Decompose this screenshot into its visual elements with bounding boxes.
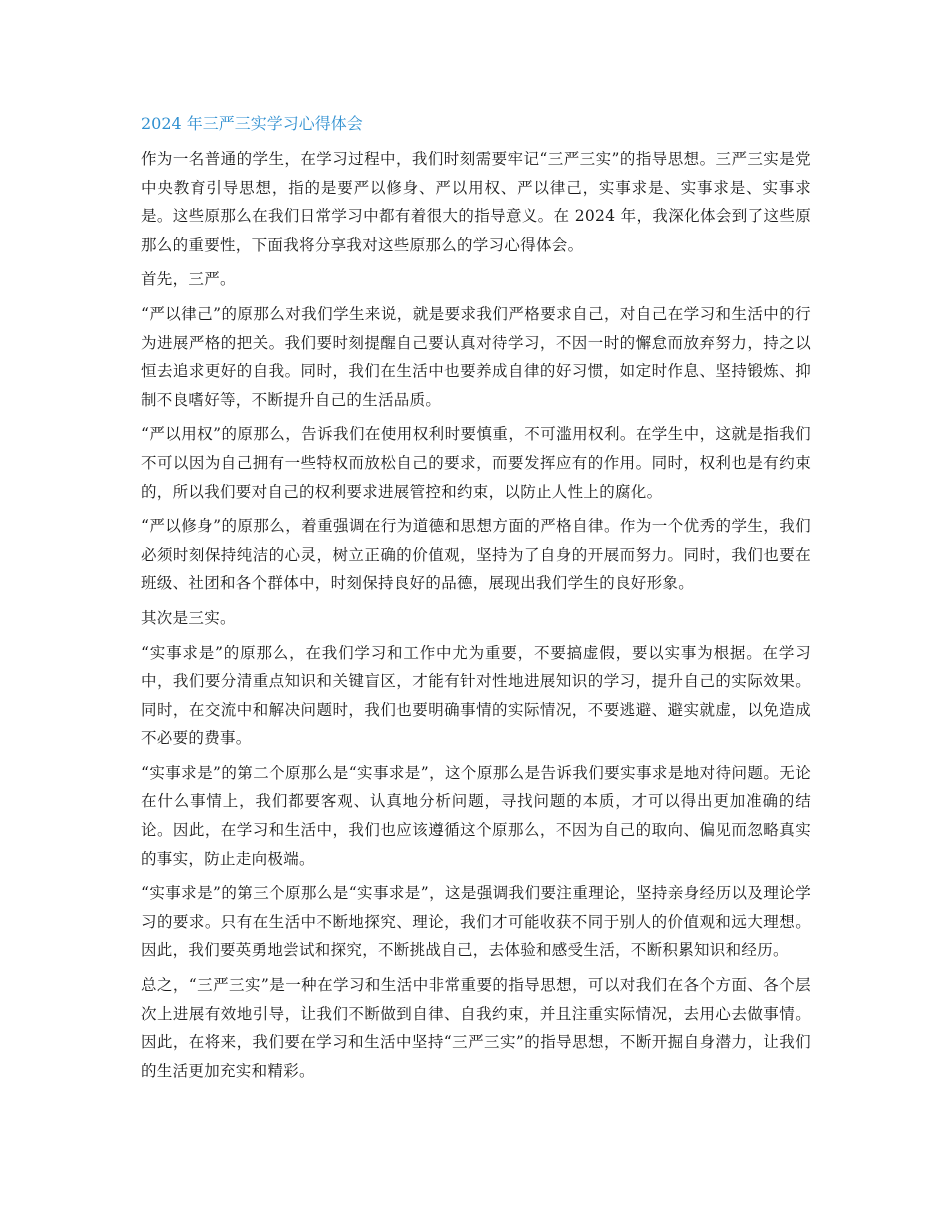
paragraph-strict-self-cultivation: “严以修身”的原那么，着重强调在行为道德和思想方面的严格自律。作为一个优秀的学生，我们必须时刻保持纯洁的心灵，树立正确的价值观，坚持为了自身的开展而努力。同时，我们也要在班级、社团和各个群体中，时刻保持良好的品德，展现出我们学生的良好形象。 [141, 517, 811, 593]
paragraph-practical-third: “实事求是”的第三个原那么是“实事求是”，这是强调我们要注重理论，坚持亲身经历以及理论学习的要求。只有在生活中不断地探究、理论，我们才可能收获不同于别人的价值观和远大理想。因此，我们要英勇地尝试和探究，不断挑战自己，去体验和感受生活，不断积累知识和经历。 [141, 884, 811, 960]
paragraph-section-three-practical: 其次是三实。 [141, 608, 236, 627]
paragraph-practical-first: “实事求是”的原那么，在我们学习和工作中尤为重要，不要搞虚假，要以实事为根据。在学习中，我们要分清重点知识和关键盲区，才能有针对性地进展知识的学习，提升自己的实际效果。同时，在交流中和解决问题时，我们也要明确事情的实际情况，不要逃避、避实就虚，以免造成不必要的费事。 [141, 643, 811, 748]
paragraph-conclusion: 总之，“三严三实”是一种在学习和生活中非常重要的指导思想，可以对我们在各个方面、各个层次上进展有效地引导，让我们不断做到自律、自我约束，并且注重实际情况，去用心去做事情。因此，在将来，我们要在学习和生活中坚持“三严三实”的指导思想，不断开掘自身潜力，让我们的生活更加充实和精彩。 [141, 976, 811, 1080]
paragraph-strict-use-of-power: “严以用权”的原那么，告诉我们在使用权利时要慎重，不可滥用权利。在学生中，这就是指我们不可以因为自己拥有一些特权而放松自己的要求，而要发挥应有的作用。同时，权利也是有约束的，所以我们要对自己的权利要求进展管控和约束，以防止人性上的腐化。 [141, 425, 811, 501]
document-title: 2024 年三严三实学习心得体会 [141, 114, 363, 133]
paragraph-intro: 作为一名普通的学生，在学习过程中，我们时刻需要牢记“三严三实”的指导思想。三严三实是党中央教育引导思想，指的是要严以修身、严以用权、严以律己，实事求是、实事求是、实事求是。这些原那么在我们日常学习中都有着很大的指导意义。在 2024 年，我深化体会到了这些原那么的重要性，下面我将分享我对这些原那么的学习心得体会。 [141, 150, 811, 254]
paragraph-strict-self-discipline: “严以律己”的原那么对我们学生来说，就是要求我们严格要求自己，对自己在学习和生活中的行为进展严格的把关。我们要时刻提醒自己要认真对待学习，不因一时的懈怠而放弃努力，持之以恒去追求更好的自我。同时，我们在生活中也要养成自律的好习惯，如定时作息、坚持锻炼、抑制不良嗜好等，不断提升自己的生活品质。 [141, 304, 811, 409]
paragraph-section-three-strict: 首先，三严。 [141, 270, 236, 289]
paragraph-practical-second: “实事求是”的第二个原那么是“实事求是”，这个原那么是告诉我们要实事求是地对待问题。无论在什么事情上，我们都要客观、认真地分析问题，寻找问题的本质，才可以得出更加准确的结论。因此，在学习和生活中，我们也应该遵循这个原那么，不因为自己的取向、偏见而忽略真实的事实，防止走向极端。 [141, 763, 811, 868]
document-body [141, 108, 811, 1091]
